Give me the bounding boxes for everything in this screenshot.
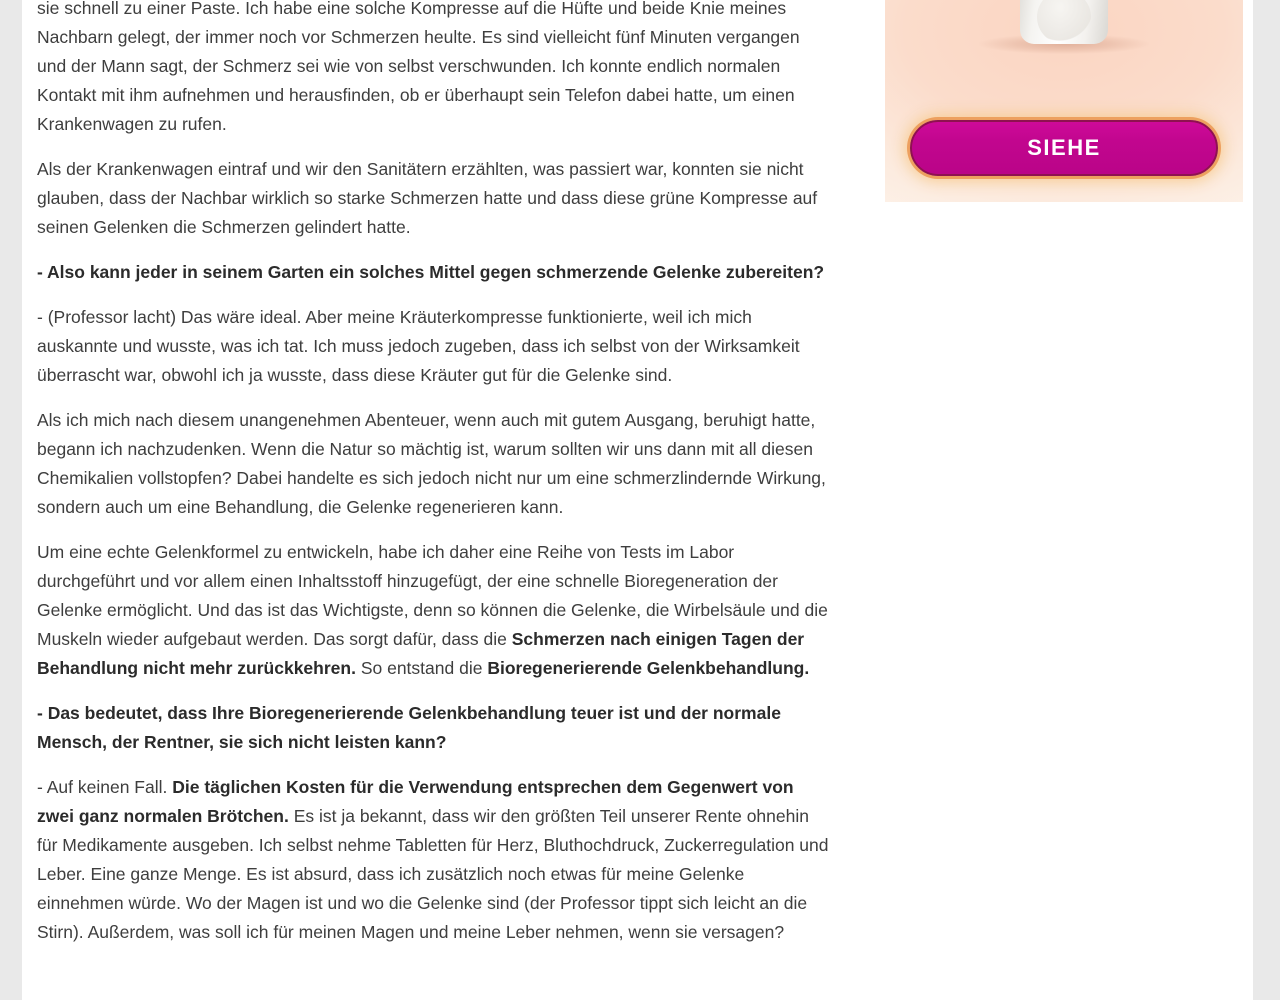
interview-question [37, 258, 832, 287]
paragraph-text: Als der Krankenwagen eintraf und wir den Sanitätern erzählten, was passiert war, konnten sie nicht glauben, dass der Nachbar wirklich so starke Schmerzen hatte und dass diese grüne Kompresse auf seinen Gelenken die Schmerzen gelindert hatte. [37, 159, 818, 237]
paragraph-text: - Also kann jeder in seinem Garten ein solches Mittel gegen schmerzende Gelenke zubereiten? [37, 262, 825, 282]
article-paragraph [37, 538, 832, 683]
product-bottle-image [1020, 0, 1108, 44]
paragraph-text-bold: Bioregenerierende Gelenkbehandlung. [487, 658, 810, 678]
paragraph-text: Um eine echte Gelenkformel zu entwickeln, habe ich daher eine Reihe von Tests im Labor durchgeführt und vor allem einen Inhaltsstoff hinzugefügt, der eine schnelle Bioregeneration der Gelenke ermöglicht. Und das ist das Wichtigste, denn so können die Gelenke, die Wirbelsäule und die Muskeln wieder aufgebaut werden. Das sorgt dafür, dass die [37, 542, 828, 649]
paragraph-text: So entstand die [355, 658, 488, 678]
cta-button-label: SIEHE [1027, 135, 1101, 160]
paragraph-text: sie schnell zu einer Paste. Ich habe eine solche Kompresse auf die Hüfte und beide Knie meines Nachbarn gelegt, der immer noch vor Schmerzen heulte. Es sind vielleicht fünf Minuten vergangen und der Mann sagt, der Schmerz sei wie von selbst verschwunden. Ich konnte endlich normalen Kontakt mit ihm aufnehmen und herausfinden, ob er überhaupt sein Telefon dabei hatte, um einen Krankenwagen zu rufen. [37, 0, 800, 134]
article-paragraph [37, 773, 832, 947]
interview-question [37, 699, 832, 757]
paragraph-text: - Das bedeutet, dass Ihre Bioregenerierende Gelenkbehandlung teuer ist und der normale Mensch, der Rentner, sie sich nicht leisten kann? [37, 703, 781, 752]
paragraph-text-bold: Schmerzen nach einigen Tagen der Behandlung nicht mehr zurückkehren. [37, 629, 805, 678]
article-paragraph [37, 155, 832, 242]
paragraph-text: Es ist ja bekannt, dass wir den größten Teil unserer Rente ohnehin für Medikamente ausgeben. Ich selbst nehme Tabletten für Herz, Bluthochdruck, Zuckerregulation und Leber. Eine ganze Menge. Es ist absurd, dass ich zusätzlich noch etwas für meine Gelenke einnehmen würde. Wo der Magen ist und wo die Gelenke sind (der Professor tippt sich leicht an die Stirn). Außerdem, was soll ich für meinen Magen und meine Leber nehmen, wenn sie versagen? [37, 806, 829, 942]
paragraph-text: - Auf keinen Fall. [37, 777, 173, 797]
product-promo-card [885, 0, 1243, 202]
article-paragraph [37, 406, 832, 522]
article-text-column [37, 0, 832, 963]
paragraph-text: Als ich mich nach diesem unangenehmen Abenteuer, wenn auch mit gutem Ausgang, beruhigt hatte, begann ich nachzudenken. Wenn die Natur so mächtig ist, warum sollten wir uns dann mit all diesen Chemikalien vollstopfen? Dabei handelte es sich jedoch nicht nur um eine schmerzlindernde Wirkung, sondern auch um eine Behandlung, die Gelenke regenerieren kann. [37, 410, 826, 517]
paragraph-text: - (Professor lacht) Das wäre ideal. Aber meine Kräuterkompresse funktionierte, weil ich mich auskannte und wusste, was ich tat. Ich muss jedoch zugeben, dass ich selbst von der Wirksamkeit überrascht war, obwohl ich ja wusste, dass diese Kräuter gut für die Gelenke sind. [37, 307, 800, 385]
paragraph-text-bold: Die täglichen Kosten für die Verwendung entsprechen dem Gegenwert von zwei ganz normalen Brötchen. [37, 777, 794, 826]
article-paragraph [37, 303, 832, 390]
siehe-cta-button[interactable] [910, 120, 1218, 176]
article-paragraph [37, 0, 832, 139]
